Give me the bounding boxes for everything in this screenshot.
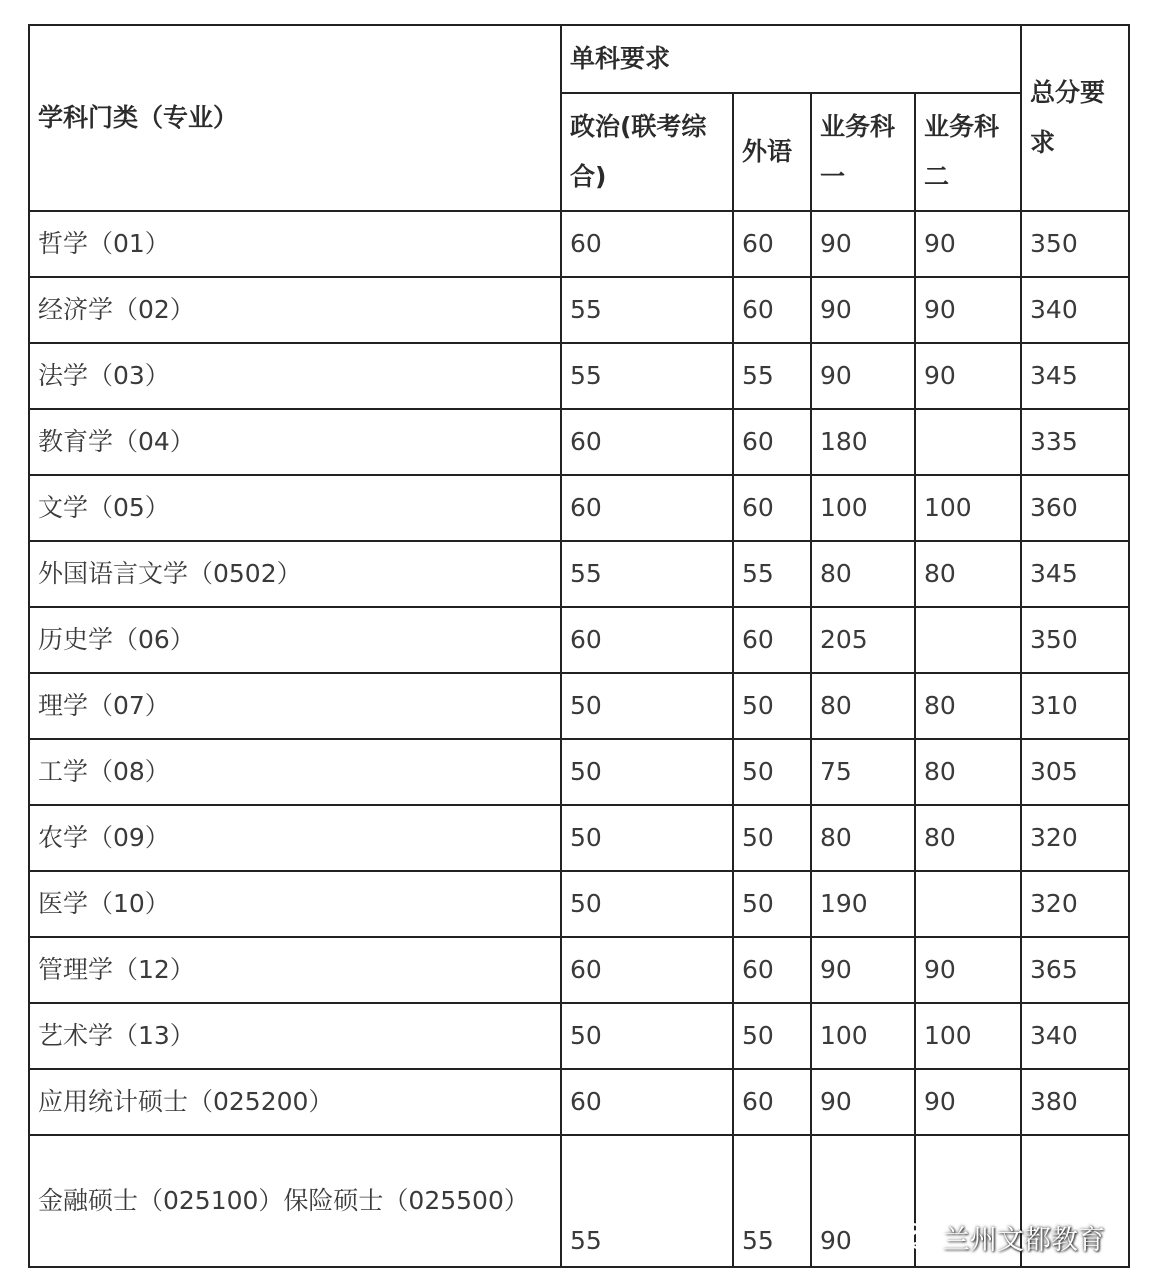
cell-subject-1: 90 [811,1069,915,1135]
table-row [29,607,1129,673]
cell-category: 理学（07） [29,673,561,739]
table-row [29,475,1129,541]
cell-foreign: 60 [733,475,811,541]
cell-politics: 60 [561,211,733,277]
cell-subject-1: 90 [811,1135,915,1267]
header-total: 总分要求 [1021,25,1129,211]
cell-subject-2: 90 [915,343,1021,409]
header-foreign-language: 外语 [733,93,811,211]
score-requirements-table [28,24,1130,1268]
cell-subject-1: 90 [811,277,915,343]
cell-foreign: 60 [733,607,811,673]
cell-category: 农学（09） [29,805,561,871]
header-subject-1: 业务科一 [811,93,915,211]
cell-total: 340 [1021,1003,1129,1069]
cell-politics: 55 [561,277,733,343]
cell-foreign: 60 [733,409,811,475]
cell-politics: 60 [561,937,733,1003]
cell-category: 工学（08） [29,739,561,805]
cell-subject-1: 100 [811,1003,915,1069]
cell-politics: 50 [561,871,733,937]
cell-foreign: 55 [733,541,811,607]
cell-total: 340 [1021,277,1129,343]
cell-politics: 50 [561,739,733,805]
watermark [895,1212,1105,1262]
cell-total: 335 [1021,409,1129,475]
cell-politics: 60 [561,409,733,475]
table-row [29,871,1129,937]
table-row [29,1069,1129,1135]
cell-foreign: 50 [733,739,811,805]
header-row-top [29,25,1129,93]
cell-subject-2 [915,871,1021,937]
cell-subject-1: 100 [811,475,915,541]
cell-category: 管理学（12） [29,937,561,1003]
table-row [29,937,1129,1003]
cell-subject-2: 80 [915,673,1021,739]
table-row [29,805,1129,871]
cell-subject-1: 190 [811,871,915,937]
cell-foreign: 60 [733,211,811,277]
cell-subject-2: 90 [915,937,1021,1003]
header-subject-2: 业务科二 [915,93,1021,211]
cell-foreign: 60 [733,1069,811,1135]
cell-foreign: 50 [733,805,811,871]
table-row [29,211,1129,277]
cell-subject-1: 180 [811,409,915,475]
cell-total: 360 [1021,475,1129,541]
cell-foreign: 60 [733,937,811,1003]
table-row [29,541,1129,607]
cell-total: 345 [1021,343,1129,409]
table-row [29,343,1129,409]
cell-category: 金融硕士（025100）保险硕士（025500） [29,1135,561,1267]
cell-subject-1: 205 [811,607,915,673]
cell-total: 350 [1021,211,1129,277]
cell-foreign: 50 [733,871,811,937]
cell-total: 310 [1021,673,1129,739]
table-row [29,409,1129,475]
cell-subject-2: 80 [915,739,1021,805]
wechat-icon [895,1220,935,1254]
header-category: 学科门类（专业） [29,25,561,211]
cell-total: 320 [1021,805,1129,871]
cell-total: 350 [1021,607,1129,673]
cell-subject-2 [915,607,1021,673]
cell-subject-2: 90 [915,1069,1021,1135]
cell-total: 305 [1021,739,1129,805]
cell-subject-2: 100 [915,475,1021,541]
cell-subject-1: 80 [811,673,915,739]
cell-politics: 55 [561,541,733,607]
cell-subject-2 [915,409,1021,475]
cell-total: 320 [1021,871,1129,937]
cell-subject-1: 90 [811,211,915,277]
header-politics: 政治(联考综合) [561,93,733,211]
cell-foreign: 50 [733,673,811,739]
cell-subject-2: 80 [915,541,1021,607]
cell-subject-1: 75 [811,739,915,805]
cell-subject-2: 90 [915,277,1021,343]
header-single-subject: 单科要求 [561,25,1021,93]
cell-category: 哲学（01） [29,211,561,277]
cell-category: 医学（10） [29,871,561,937]
table-row [29,739,1129,805]
cell-politics: 50 [561,1003,733,1069]
cell-politics: 50 [561,805,733,871]
table-row [29,277,1129,343]
cell-politics: 55 [561,343,733,409]
cell-category: 艺术学（13） [29,1003,561,1069]
cell-category: 历史学（06） [29,607,561,673]
cell-subject-2: 90 [915,211,1021,277]
cell-politics: 60 [561,607,733,673]
watermark-text: 兰州文都教育 [943,1224,1105,1256]
cell-politics: 60 [561,1069,733,1135]
cell-subject-1: 90 [811,937,915,1003]
cell-subject-1: 90 [811,343,915,409]
cell-foreign: 50 [733,1003,811,1069]
cell-category: 教育学（04） [29,409,561,475]
cell-category: 经济学（02） [29,277,561,343]
cell-subject-2: 80 [915,805,1021,871]
cell-politics: 60 [561,475,733,541]
cell-politics: 55 [561,1135,733,1267]
cell-politics: 50 [561,673,733,739]
cell-total: 345 [1021,541,1129,607]
cell-category: 法学（03） [29,343,561,409]
table-row [29,673,1129,739]
cell-foreign: 55 [733,1135,811,1267]
cell-total: 365 [1021,937,1129,1003]
cell-subject-1: 80 [811,541,915,607]
cell-foreign: 55 [733,343,811,409]
table-row [29,1003,1129,1069]
cell-category: 文学（05） [29,475,561,541]
cell-category: 应用统计硕士（025200） [29,1069,561,1135]
cell-category: 外国语言文学（0502） [29,541,561,607]
cell-total: 380 [1021,1069,1129,1135]
cell-subject-2: 100 [915,1003,1021,1069]
cell-subject-1: 80 [811,805,915,871]
cell-foreign: 60 [733,277,811,343]
